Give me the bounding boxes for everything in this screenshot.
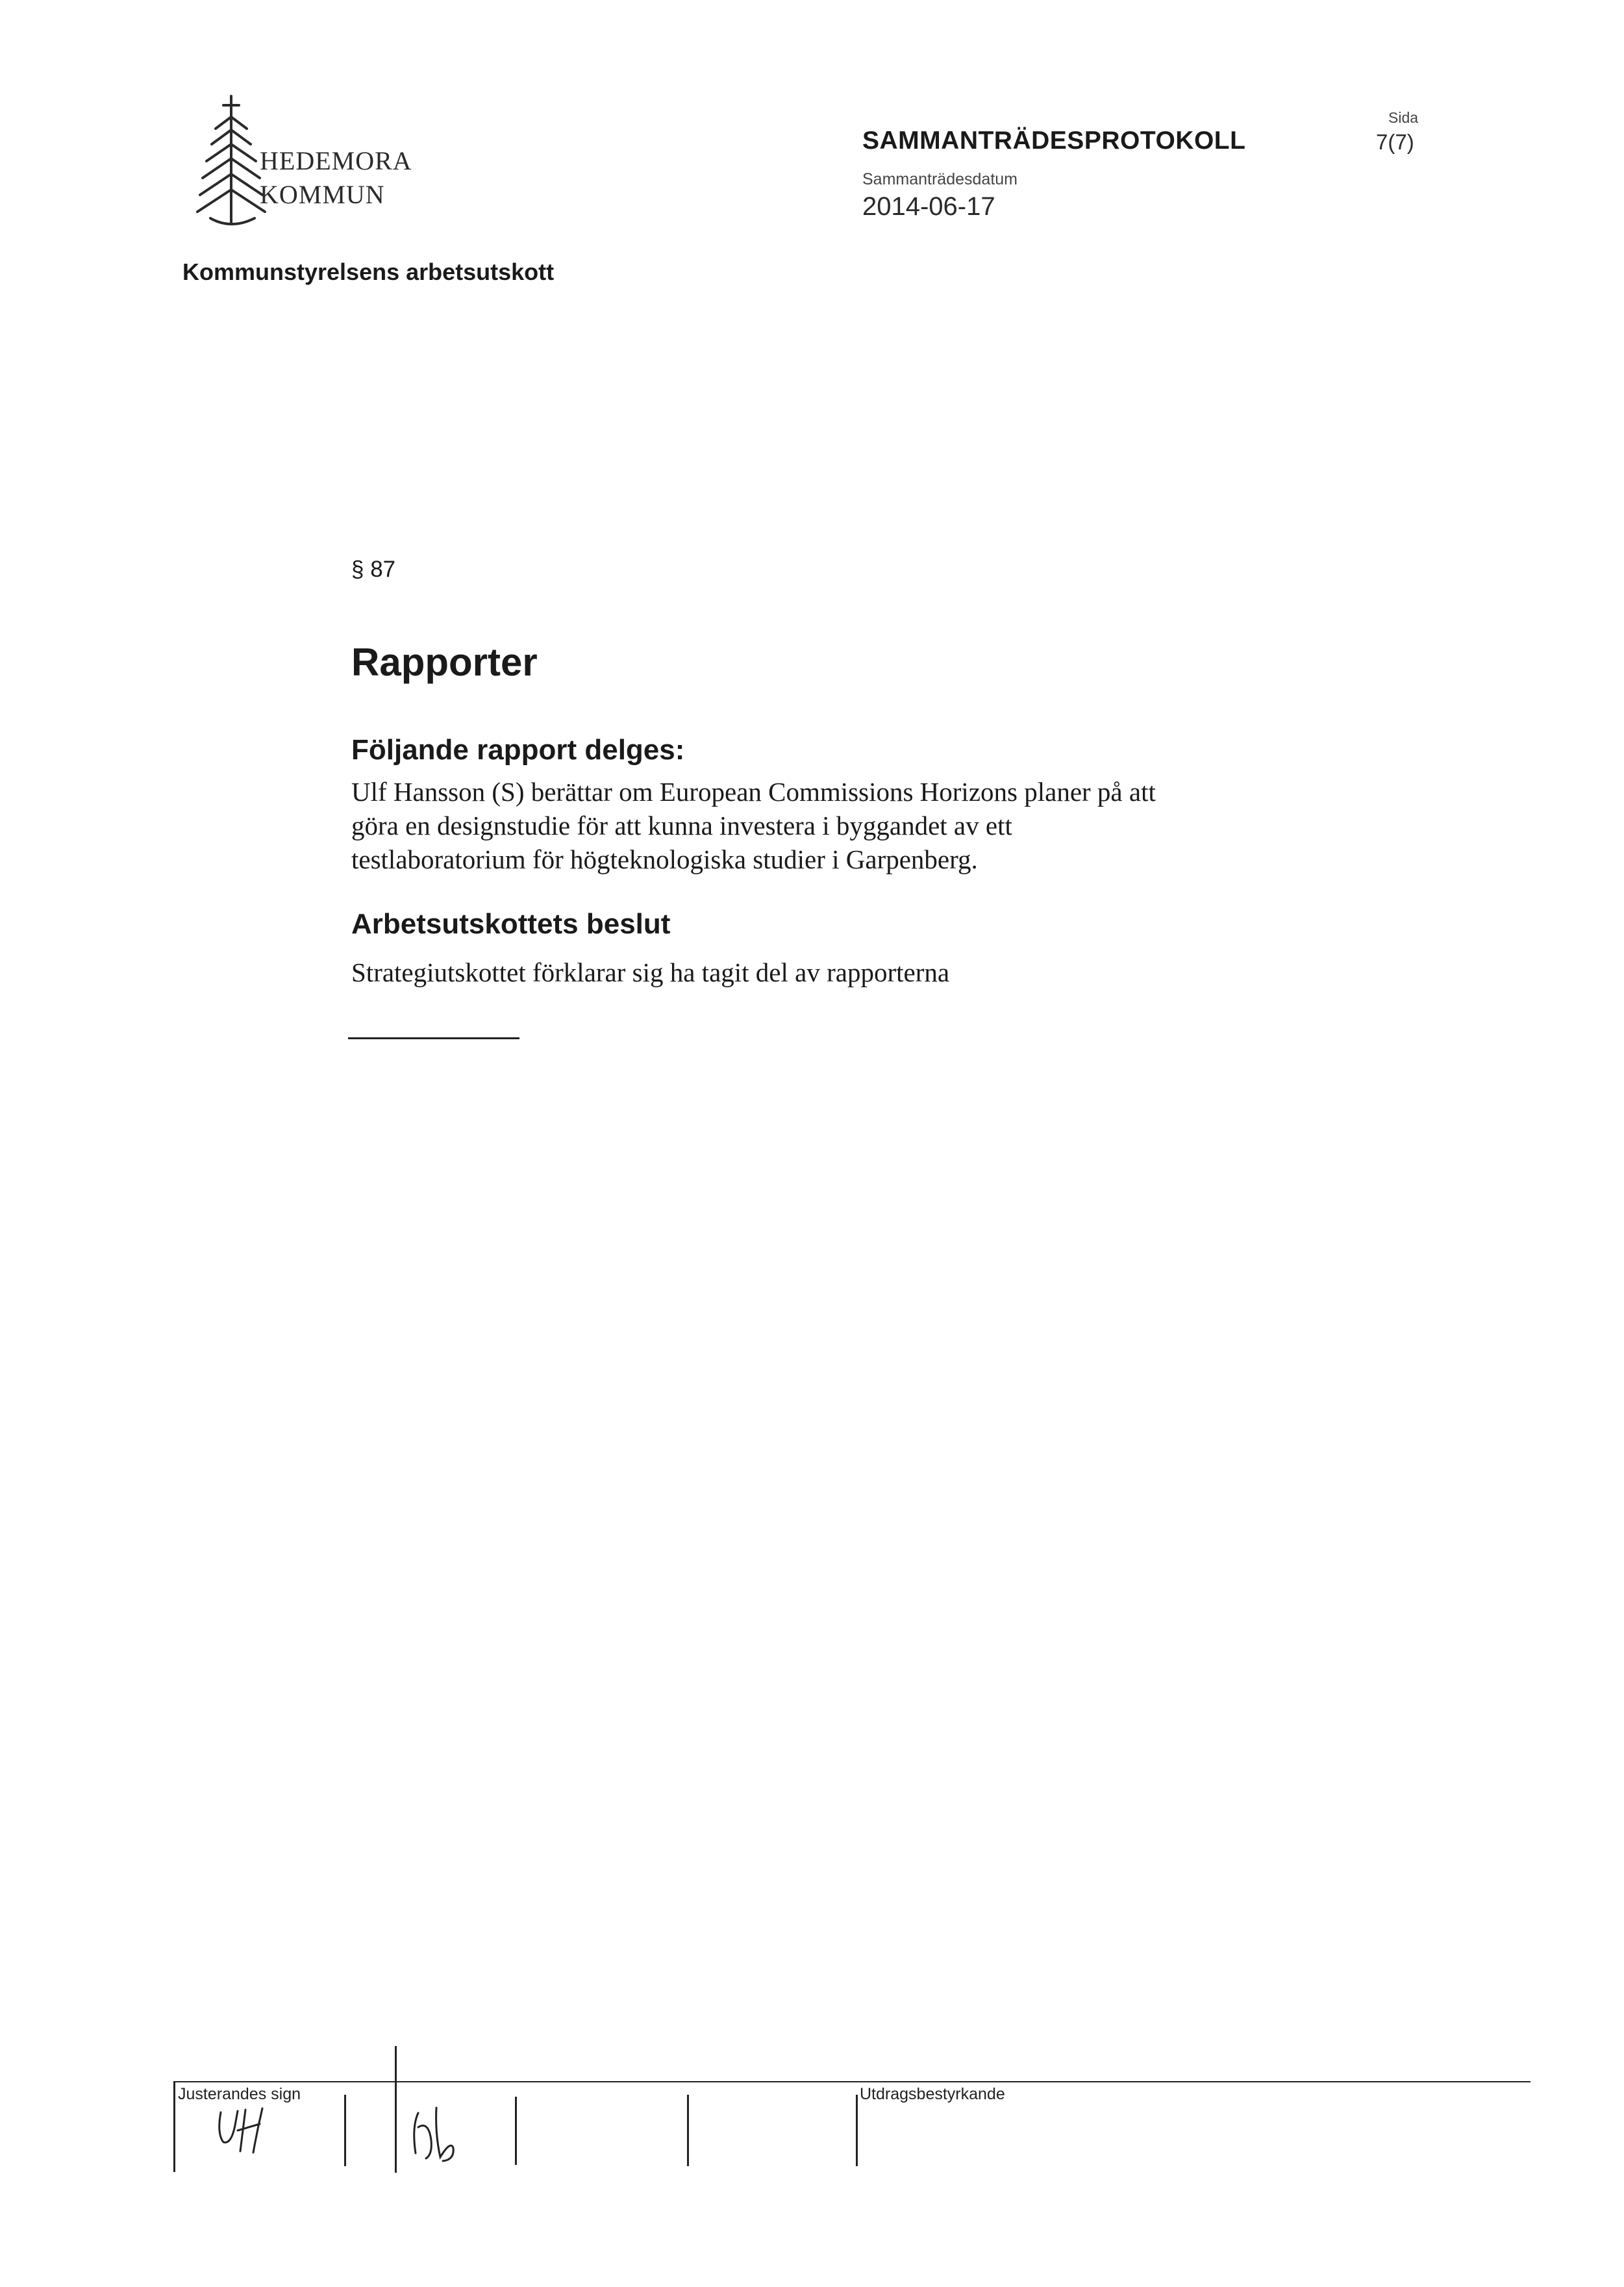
- logo-wordmark: [260, 144, 412, 212]
- document-type: SAMMANTRÄDESPROTOKOLL: [862, 127, 1246, 155]
- page-label: Sida: [1388, 109, 1419, 126]
- meeting-date: 2014-06-17: [862, 192, 995, 221]
- report-line: Ulf Hansson (S) berättar om European Commissions Horizons planer på att: [351, 777, 1156, 807]
- section-title: Rapporter: [351, 640, 538, 684]
- box-divider: [344, 2095, 346, 2166]
- logo-sub: KOMMUN: [260, 180, 385, 209]
- box-divider: [173, 2081, 175, 2172]
- paragraph-number: § 87: [351, 557, 396, 582]
- sign-label: Justerandes sign: [178, 2085, 301, 2103]
- page-number: 7(7): [1376, 130, 1414, 154]
- section-end-rule: [348, 1037, 519, 1039]
- report-heading: Följande rapport delges:: [351, 734, 685, 766]
- signature-initials: [403, 2101, 468, 2166]
- municipality-logo-tree-icon: [192, 91, 270, 231]
- logo-name: HEDEMORA: [260, 146, 412, 175]
- committee-name: Kommunstyrelsens arbetsutskott: [182, 259, 555, 285]
- box-divider: [515, 2097, 517, 2165]
- footer-rule: [173, 2081, 1530, 2082]
- box-divider: [856, 2095, 858, 2166]
- decision-heading: Arbetsutskottets beslut: [351, 908, 671, 940]
- box-divider: [395, 2046, 397, 2173]
- report-line: göra en designstudie för att kunna investera i byggandet av ett: [351, 811, 1012, 840]
- date-label: Sammanträdesdatum: [862, 170, 1018, 188]
- box-divider: [687, 2095, 689, 2166]
- extract-label: Utdragsbestyrkande: [860, 2085, 1005, 2103]
- decision-text: Strategiutskottet förklarar sig ha tagit del av rapporterna: [351, 957, 950, 987]
- report-line: testlaboratorium för högteknologiska studier i Garpenberg.: [351, 844, 978, 874]
- signature-initials: [208, 2104, 279, 2156]
- report-text: [351, 775, 1299, 876]
